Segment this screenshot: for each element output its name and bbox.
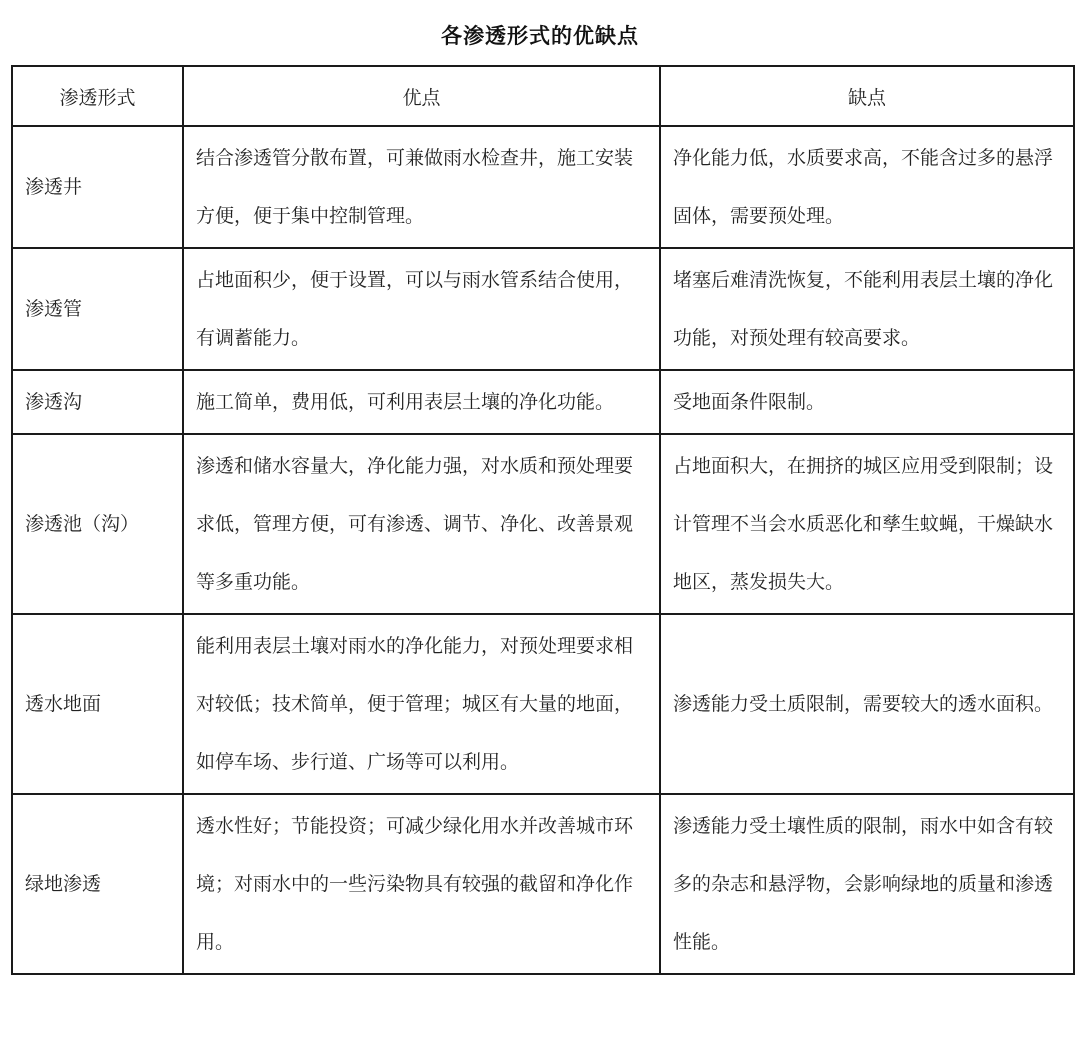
table-row (12, 370, 1074, 434)
cell-type: 渗透沟 (12, 370, 183, 434)
cell-disadvantages: 受地面条件限制。 (660, 370, 1074, 434)
cell-type: 渗透池（沟） (12, 434, 183, 614)
cell-type: 透水地面 (12, 614, 183, 794)
header-advantages: 优点 (183, 66, 660, 126)
cell-disadvantages: 占地面积大，在拥挤的城区应用受到限制；设计管理不当会水质恶化和孳生蚊蝇，干燥缺水地区，蒸发损失大。 (660, 434, 1074, 614)
cell-advantages: 结合渗透管分散布置，可兼做雨水检查井，施工安装方便，便于集中控制管理。 (183, 126, 660, 248)
cell-type: 渗透井 (12, 126, 183, 248)
table-row (12, 248, 1074, 370)
cell-disadvantages: 堵塞后难清洗恢复，不能利用表层土壤的净化功能，对预处理有较高要求。 (660, 248, 1074, 370)
header-disadvantages: 缺点 (660, 66, 1074, 126)
cell-advantages: 渗透和储水容量大，净化能力强，对水质和预处理要求低，管理方便，可有渗透、调节、净化、改善景观等多重功能。 (183, 434, 660, 614)
table-row (12, 794, 1074, 974)
cell-disadvantages: 净化能力低，水质要求高，不能含过多的悬浮固体，需要预处理。 (660, 126, 1074, 248)
header-type: 渗透形式 (12, 66, 183, 126)
cell-disadvantages: 渗透能力受土壤性质的限制，雨水中如含有较多的杂志和悬浮物，会影响绿地的质量和渗透性能。 (660, 794, 1074, 974)
cell-advantages: 施工简单，费用低，可利用表层土壤的净化功能。 (183, 370, 660, 434)
cell-disadvantages: 渗透能力受土质限制，需要较大的透水面积。 (660, 614, 1074, 794)
table-row (12, 434, 1074, 614)
cell-type: 绿地渗透 (12, 794, 183, 974)
cell-type: 渗透管 (12, 248, 183, 370)
cell-advantages: 透水性好；节能投资；可减少绿化用水并改善城市环境；对雨水中的一些污染物具有较强的截留和净化作用。 (183, 794, 660, 974)
document-title: 各渗透形式的优缺点 (441, 24, 639, 48)
cell-advantages: 占地面积少，便于设置，可以与雨水管系结合使用，有调蓄能力。 (183, 248, 660, 370)
table-row (12, 614, 1074, 794)
table-header-row (12, 66, 1074, 126)
cell-advantages: 能利用表层土壤对雨水的净化能力，对预处理要求相对较低；技术简单，便于管理；城区有大量的地面，如停车场、步行道、广场等可以利用。 (183, 614, 660, 794)
infiltration-comparison-table (11, 65, 1075, 975)
table-row (12, 126, 1074, 248)
